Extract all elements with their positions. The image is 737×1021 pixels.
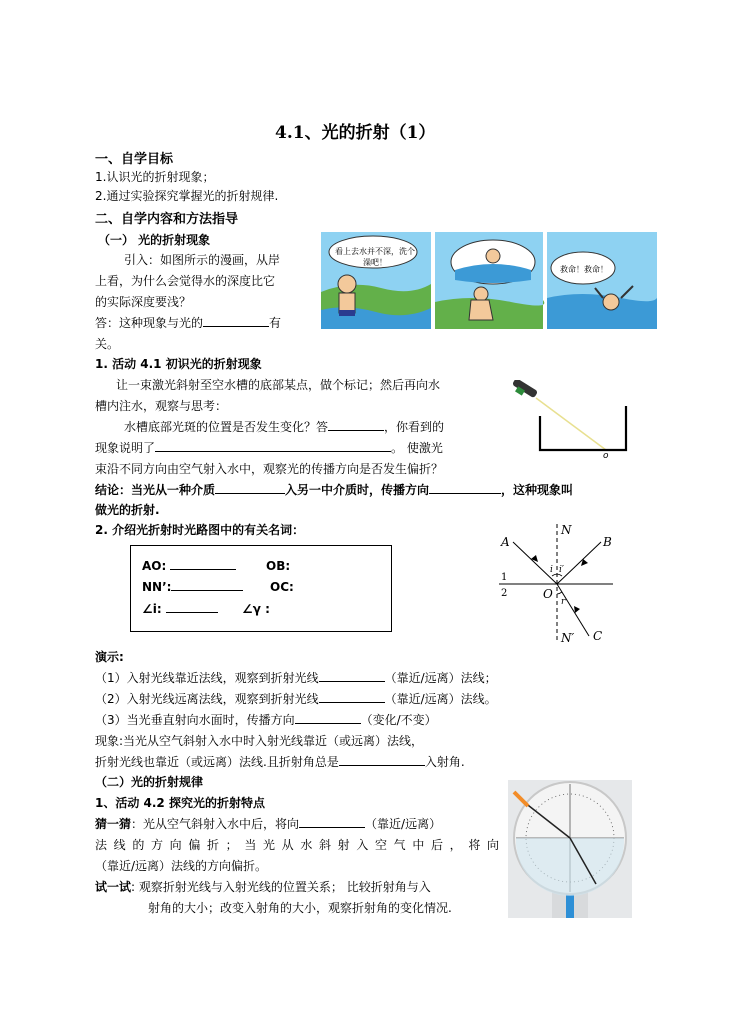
label-o: O (543, 587, 553, 601)
term-nn-label: NN’: (142, 580, 172, 594)
comic-bubble-1-text: 看上去水并不深，洗个澡吧！ (335, 247, 415, 267)
try-line-2: 射角的大小；改变入射角的大小，观察折射角的变化情况. (148, 901, 452, 915)
activity-1-line-5: 束沿不同方向由空气射入水中，观察光的传播方向是否发生偏折？ (95, 462, 444, 476)
refraction-protractor-photo (508, 780, 632, 918)
demo-2-suffix: （靠近/远离）法线。 (384, 692, 497, 706)
conclusion-part-3: ，这种现象叫 (501, 483, 574, 497)
try-label: 试一试 (95, 880, 132, 894)
intro-line-3: 的实际深度要浅？ (95, 295, 192, 309)
activity-1-q-suffix: ，你看到的 (384, 420, 445, 434)
incident-ray (513, 542, 557, 584)
phenomenon-blank[interactable] (339, 753, 425, 766)
phenomenon-line-2 (95, 753, 465, 772)
term-angle-gamma-label: ∠γ : (242, 602, 270, 616)
demo-1-blank[interactable] (319, 669, 385, 682)
label-medium-2: 2 (501, 588, 508, 599)
guess-line-1 (95, 815, 441, 834)
term-angle-i-label: ∠i: (142, 602, 162, 616)
guess-line-3: （靠近/远离）法线的方向偏折。 (95, 859, 268, 873)
term-ao-blank[interactable] (170, 557, 236, 570)
demo-3-text: （3）当光垂直射向水面时，传播方向 (95, 713, 295, 727)
laser-pointer-icon (512, 380, 538, 398)
activity-1-line-1: 让一束激光斜射至空水槽的底部某点，做个标记；然后再向水 (116, 378, 441, 392)
activity-1-line-3 (124, 418, 444, 437)
tank-point-label: o (603, 451, 609, 461)
water-tank-outline (540, 406, 626, 450)
activity-1-explain-suffix: 。 使激光 (391, 441, 443, 455)
demo-item-3 (95, 711, 437, 730)
laser-beam (536, 398, 606, 450)
term-ob-label: OB: (266, 559, 291, 573)
phenomenon-line-1: 现象:当光从空气斜射入水中时入射光线靠近（或远离）法线， (95, 734, 424, 748)
demo-heading: 演示: (95, 650, 124, 664)
demo-item-2 (95, 690, 497, 709)
conclusion-line-1 (95, 481, 573, 500)
angle-r-arc (557, 592, 562, 594)
label-i-prime: i′ (559, 565, 564, 575)
activity-1-line-4 (95, 439, 443, 458)
section-heading-content: 二、自学内容和方法指导 (95, 212, 239, 227)
answer-prefix: 答：这种现象与光的 (95, 316, 204, 330)
term-angle-i-blank[interactable] (166, 600, 218, 613)
demo-3-blank[interactable] (295, 711, 361, 724)
label-r: r (561, 597, 566, 607)
conclusion-blank-1[interactable] (215, 481, 285, 494)
term-nn-blank[interactable] (171, 578, 243, 591)
activity-1-line-2: 槽内注水，观察与思考： (95, 399, 228, 413)
intro-line-2: 上看，为什么会觉得水的深度比它 (95, 274, 276, 288)
comic-bubble-3-text: 救命！救命！ (560, 265, 608, 274)
phenomenon-suffix: 入射角. (424, 755, 465, 769)
activity-2-heading: 2. 介绍光折射时光路图中的有关名词： (95, 523, 305, 537)
demo-2-blank[interactable] (319, 690, 385, 703)
guess-label: 猜一猜 (95, 817, 132, 831)
incident-arrow-icon (531, 555, 538, 562)
label-a: A (501, 535, 510, 549)
answer-suffix: 有 (269, 316, 282, 330)
conclusion-line-2: 做光的折射. (95, 503, 160, 517)
answer-line-2: 关。 (95, 337, 120, 351)
label-n-prime: N′ (561, 631, 575, 645)
refraction-ray-diagram (495, 520, 643, 650)
try-line-1 (95, 878, 431, 897)
conclusion-part-1: 结论：当光从一种介质 (95, 483, 216, 497)
demo-1-suffix: （靠近/远离）法线； (384, 671, 497, 685)
term-ao-label: AO: (142, 559, 167, 573)
guess-suffix: （靠近/远离） (365, 817, 442, 831)
label-b: B (603, 535, 612, 549)
phenomenon-text: 折射光线也靠近（或远离）法线.且折射角总是 (95, 755, 339, 769)
demo-3-suffix: （变化/不变） (360, 713, 437, 727)
reflected-ray (557, 542, 601, 584)
guess-blank-1[interactable] (299, 815, 365, 828)
demo-2-text: （2）入射光线远离法线，观察到折射光线 (95, 692, 319, 706)
goal-item-1: 1.认识光的折射现象； (95, 170, 215, 184)
activity-1-heading: 1. 活动 4.1 初识光的折射现象 (95, 357, 262, 371)
comic-panel-2 (435, 232, 544, 329)
refracted-arrow-icon (574, 606, 580, 613)
conclusion-part-2: 入另一中介质时，传播方向 (285, 483, 430, 497)
demo-item-1 (95, 669, 497, 688)
subsection-heading-refraction: （一） 光的折射现象 (98, 233, 211, 247)
goal-item-2: 2.通过实验探究掌握光的折射规律. (95, 189, 279, 203)
label-i: i (550, 565, 553, 575)
label-n: N (561, 523, 572, 537)
label-c: C (593, 629, 603, 643)
activity-1-explain-prefix: 现象说明了 (95, 441, 156, 455)
conclusion-blank-2[interactable] (429, 481, 501, 494)
activity-1-q-prefix: 水槽底部光斑的位置是否发生变化？答 (124, 420, 329, 434)
label-medium-1: 1 (501, 572, 508, 583)
page-title: 4.1、光的折射（1） (275, 123, 436, 143)
answer-blank[interactable] (203, 314, 269, 327)
intro-line-1: 引入：如图所示的漫画，从岸 (124, 253, 281, 267)
subsection-heading-law: （二）光的折射规律 (95, 775, 204, 789)
activity-1-explain-blank[interactable] (155, 439, 391, 452)
term-angle-i (142, 600, 218, 619)
comic-panel-3 (547, 232, 657, 329)
term-nn (142, 578, 243, 597)
answer-line (95, 314, 281, 333)
term-oc-label: OC: (270, 580, 294, 594)
guess-text: ：光从空气斜射入水中后，将向 (131, 817, 300, 831)
guess-line-2: 法线的方向偏折；当光从水斜射入空气中后，将向 (95, 838, 499, 852)
try-text-1: : 观察折射光线与入射光线的位置关系； 比较折射角与入 (131, 880, 431, 894)
laser-tank-diagram (508, 380, 632, 466)
demo-1-text: （1）入射光线靠近法线，观察到折射光线 (95, 671, 319, 685)
activity-1-answer-blank[interactable] (328, 418, 384, 431)
section-heading-goals: 一、自学目标 (95, 152, 174, 167)
term-ao (142, 557, 236, 576)
activity-2-2-heading: 1、活动 4.2 探究光的折射特点 (95, 796, 265, 810)
